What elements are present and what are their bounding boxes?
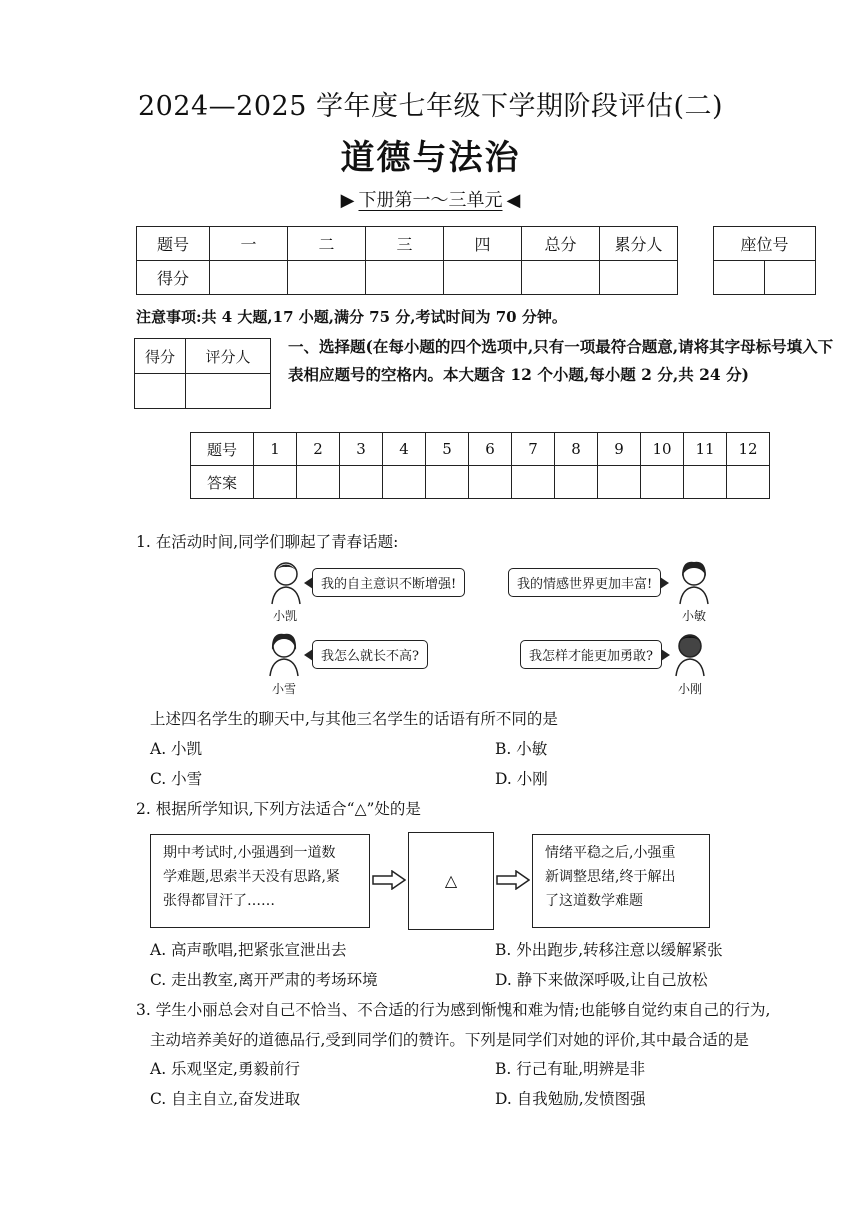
answer-table-row-header: 题号 <box>191 433 254 466</box>
q2-option-c[interactable]: C. 走出教室,离开严肃的考场环境 <box>150 971 378 989</box>
seat-label: 座位号 <box>714 227 816 261</box>
answer-cell[interactable] <box>555 466 598 499</box>
answer-number: 1 <box>254 433 297 466</box>
score-table-header-row <box>137 227 678 261</box>
q1-option-c[interactable]: C. 小雪 <box>150 770 203 788</box>
answer-number: 10 <box>641 433 684 466</box>
seat-cell[interactable] <box>765 261 816 295</box>
q2-flow-middle-box <box>408 832 494 930</box>
seat-cell[interactable] <box>714 261 765 295</box>
answer-cell[interactable] <box>383 466 426 499</box>
subject-title: 道德与法治 <box>340 138 521 178</box>
q1-name-xiaomin: 小敏 <box>682 609 707 623</box>
answer-table-answer-row <box>191 466 770 499</box>
answer-cell[interactable] <box>684 466 727 499</box>
grader-name-cell[interactable] <box>186 374 271 409</box>
answer-number: 8 <box>555 433 598 466</box>
q3-option-b[interactable]: B. 行己有耻,明辨是非 <box>495 1060 646 1078</box>
answer-cell[interactable] <box>598 466 641 499</box>
q3-option-a[interactable]: A. 乐观坚定,勇毅前行 <box>150 1060 300 1078</box>
q2-option-a[interactable]: A. 高声歌唱,把紧张宣泄出去 <box>150 941 347 959</box>
q2-flow-right-box <box>532 834 710 928</box>
q3-stem-line2: 主动培养美好的道德品行,受到同学们的赞许。下列是同学们对她的评价,其中最合适的是 <box>150 1031 749 1049</box>
answer-cell[interactable] <box>254 466 297 499</box>
q1-option-d[interactable]: D. 小刚 <box>495 770 548 788</box>
q1-bubble-xiaoxue: 我怎么就长不高? <box>312 640 428 669</box>
score-table-col: 四 <box>444 227 522 261</box>
exam-title: 2024—2025 学年度七年级下学期阶段评估(二) <box>137 91 724 122</box>
q2-option-b[interactable]: B. 外出跑步,转移注意以缓解紧张 <box>495 941 723 959</box>
score-cell[interactable] <box>522 261 600 295</box>
q1-question: 上述四名学生的聊天中,与其他三名学生的话语有所不同的是 <box>150 710 558 728</box>
q2-flow-left-box <box>150 834 370 928</box>
student-avatar-icon <box>268 560 304 606</box>
answer-cell[interactable] <box>641 466 684 499</box>
answer-number: 3 <box>340 433 383 466</box>
answer-number: 12 <box>727 433 770 466</box>
q1-name-xiaogang: 小刚 <box>678 682 703 696</box>
answer-cell[interactable] <box>512 466 555 499</box>
student-avatar-icon <box>266 632 302 678</box>
answer-number: 4 <box>383 433 426 466</box>
unit-range <box>0 186 861 212</box>
score-cell[interactable] <box>210 261 288 295</box>
answer-number: 9 <box>598 433 641 466</box>
score-cell[interactable] <box>288 261 366 295</box>
score-table-col: 累分人 <box>600 227 678 261</box>
grader-label: 评分人 <box>186 339 271 374</box>
unit-range-text: 下册第一～三单元 <box>358 190 503 211</box>
arrow-right-icon <box>496 870 530 890</box>
q2-flow-left-line: 张得都冒汗了…… <box>163 893 275 909</box>
q1-stem: 1. 在活动时间,同学们聊起了青春话题: <box>136 533 399 551</box>
q2-flow-left-line: 期中考试时,小强遇到一道数 <box>163 845 336 861</box>
answer-cell[interactable] <box>426 466 469 499</box>
answer-table-number-row <box>191 433 770 466</box>
q3-option-d[interactable]: D. 自我勉励,发愤图强 <box>495 1090 646 1108</box>
grader-score-cell[interactable] <box>135 374 186 409</box>
answer-table <box>190 432 770 499</box>
score-table-col: 二 <box>288 227 366 261</box>
q2-flow-right-line: 新调整思绪,终于解出 <box>545 869 676 885</box>
answer-number: 11 <box>684 433 727 466</box>
student-avatar-icon <box>672 632 708 678</box>
student-avatar-icon <box>676 560 712 606</box>
score-table-col: 总分 <box>522 227 600 261</box>
answer-cell[interactable] <box>297 466 340 499</box>
q2-flow-right-line: 了这道数学难题 <box>545 893 643 909</box>
q2-option-d[interactable]: D. 静下来做深呼吸,让自己放松 <box>495 971 708 989</box>
score-table-score-row <box>137 261 678 295</box>
q3-option-c[interactable]: C. 自主自立,奋发进取 <box>150 1090 301 1108</box>
q2-stem: 2. 根据所学知识,下列方法适合“△”处的是 <box>136 800 421 818</box>
arrow-right-icon <box>372 870 406 890</box>
grader-score-label: 得分 <box>135 339 186 374</box>
seat-table <box>713 226 816 295</box>
score-cell[interactable] <box>366 261 444 295</box>
answer-cell[interactable] <box>469 466 512 499</box>
answer-cell[interactable] <box>340 466 383 499</box>
answer-number: 6 <box>469 433 512 466</box>
q1-name-xiaoxue: 小雪 <box>272 682 297 696</box>
q3-stem-line1: 3. 学生小丽总会对自己不恰当、不合适的行为感到惭愧和难为情;也能够自觉约束自己的行为, <box>136 1001 771 1019</box>
q1-bubble-xiaomin: 我的情感世界更加丰富! <box>508 568 661 597</box>
answer-table-row-header: 答案 <box>191 466 254 499</box>
answer-number: 5 <box>426 433 469 466</box>
q1-option-a[interactable]: A. 小凯 <box>150 740 203 758</box>
q2-flow-right-line: 情绪平稳之后,小强重 <box>545 845 676 861</box>
answer-number: 2 <box>297 433 340 466</box>
score-table-row-header: 得分 <box>137 261 210 295</box>
q2-flow-blank: △ <box>444 871 458 890</box>
triangle-left-icon: ◀ <box>506 190 521 211</box>
score-cell[interactable] <box>600 261 678 295</box>
q1-option-b[interactable]: B. 小敏 <box>495 740 548 758</box>
answer-number: 7 <box>512 433 555 466</box>
q1-name-xiaokai: 小凯 <box>273 609 298 623</box>
q2-flow-left-line: 学难题,思索半天没有思路,紧 <box>163 869 340 885</box>
notice: 注意事项:共 4 大题,17 小题,满分 75 分,考试时间为 70 分钟。 <box>136 308 567 326</box>
q1-bubble-xiaogang: 我怎样才能更加勇敢? <box>520 640 662 669</box>
answer-cell[interactable] <box>727 466 770 499</box>
score-cell[interactable] <box>444 261 522 295</box>
score-table-col: 三 <box>366 227 444 261</box>
score-table-row-header: 题号 <box>137 227 210 261</box>
section1-heading: 一、选择题(在每小题的四个选项中,只有一项最符合题意,请将其字母标号填入下表相应题号的空格内。本大题含 12 个小题,每小题 2 分,共 24 分) <box>288 337 834 384</box>
score-table <box>136 226 678 295</box>
q1-bubble-xiaokai: 我的自主意识不断增强! <box>312 568 465 597</box>
grader-table <box>134 338 271 409</box>
score-table-col: 一 <box>210 227 288 261</box>
triangle-right-icon: ▶ <box>340 190 355 211</box>
